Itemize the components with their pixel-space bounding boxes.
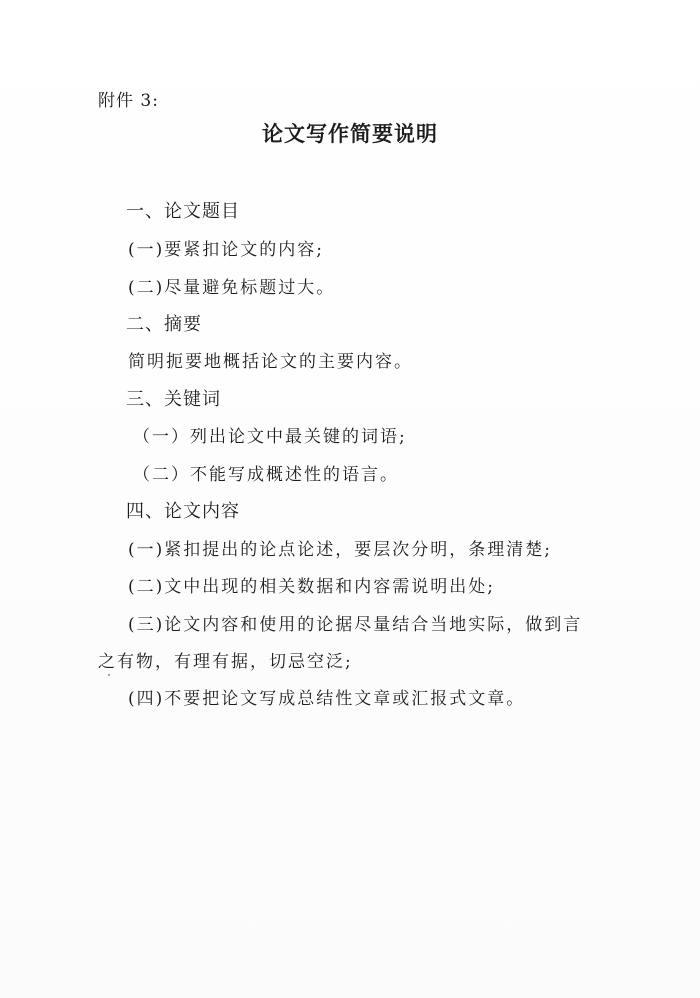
- section-4-line-3: (三)论文内容和使用的论据尽量结合当地实际，做到言: [128, 615, 583, 635]
- section-heading-content: 四、论文内容: [126, 501, 240, 522]
- section-3-line-1: （一）列出论文中最关键的词语;: [133, 427, 407, 447]
- section-1-line-2: (二)尽量避免标题过大。: [128, 278, 336, 298]
- attachment-label: 附件 3:: [98, 91, 159, 111]
- section-4-line-4: 之有物，有理有据，切忌空泛;: [98, 652, 353, 672]
- section-4-line-5: (四)不要把论文写成总结性文章或汇报式文章。: [128, 689, 526, 709]
- section-4-line-2: (二)文中出现的相关数据和内容需说明出处;: [128, 577, 495, 597]
- document-title: 论文写作简要说明: [262, 122, 438, 146]
- section-3-line-2: （二）不能写成概述性的语言。: [133, 465, 399, 485]
- section-heading-abstract: 二、摘要: [126, 314, 202, 335]
- scan-speck: [108, 674, 110, 676]
- section-4-line-1: (一)紧扣提出的论点论述，要层次分明，条理清楚;: [128, 540, 552, 560]
- section-heading-title: 一、论文题目: [126, 201, 240, 222]
- section-2-line-1: 简明扼要地概括论文的主要内容。: [128, 352, 413, 372]
- section-1-line-1: (一)要紧扣论文的内容;: [128, 240, 324, 260]
- section-heading-keywords: 三、关键词: [126, 389, 221, 410]
